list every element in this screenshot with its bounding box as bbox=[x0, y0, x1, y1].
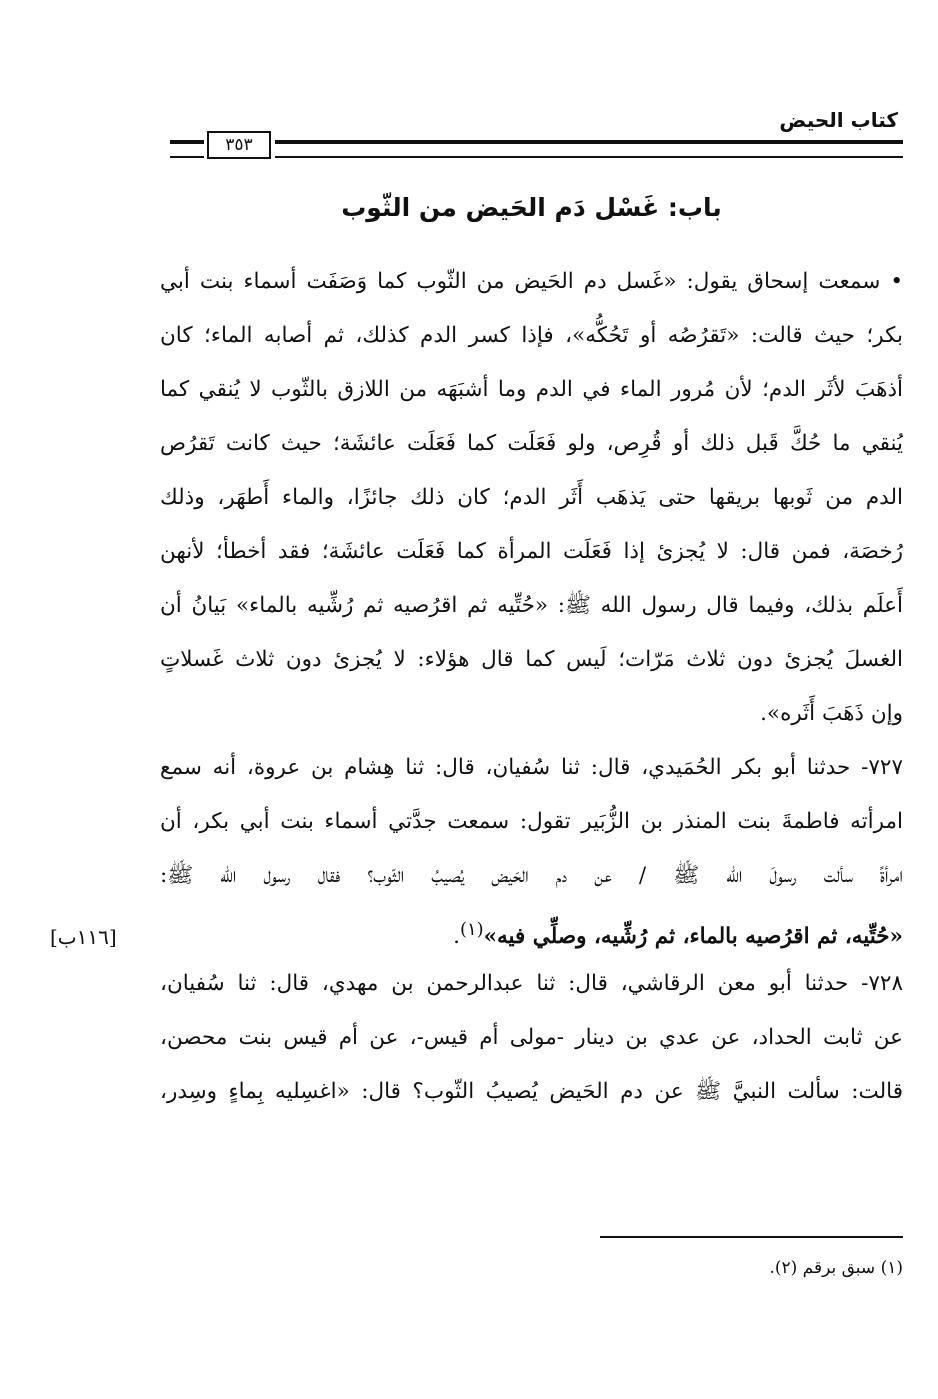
hadith-line: قالت: سألت النبيَّ ﷺ عن دم الحَيض يُصيبُ الثّوب؟ قال: «اغسِليه بِماءٍ وسِدر، bbox=[160, 1079, 903, 1104]
page-number: ٣٥٣ bbox=[207, 131, 271, 159]
hadith-727 bbox=[160, 741, 903, 957]
footnote-rule bbox=[600, 1236, 903, 1238]
intro-line: بكر؛ حيث قالت: «تَقرُصُه أو تَحُكُّه»، فإذا كسر الدم كذلك، ثم أصابه الماء؛ كان bbox=[160, 323, 903, 348]
intro-line: وإن ذَهَبَ أَثَره». bbox=[760, 701, 903, 726]
manuscript-folio-note: [١١٦ب] bbox=[50, 925, 117, 949]
intro-line: رُخصَة، فمن قال: لا يُجزئ إذا فَعَلَت المرأة كما فَعَلَت عائشَة؛ فقد أخطأ؛ لأنهن bbox=[160, 539, 903, 564]
intro-line: أَعلَم بذلك، وفيما قال رسول الله ﷺ: «حُتِّيه ثم اقرُصيه ثم رُشِّيه بالماء» بَيانُ أن bbox=[160, 593, 903, 618]
hadith-line: امرأته فاطمةَ بنت المنذر بن الزُّبَير تقول: سمعت جدَّتي أسماء بنت أبي بكر، أن bbox=[160, 809, 903, 834]
running-title: كتاب الحيض bbox=[779, 108, 898, 132]
hadith-quote: «حُتِّيه، ثم اقرُصيه بالماء، ثم رُشِّيه، وصلِّي فيه» bbox=[483, 924, 903, 950]
intro-line: الغسلَ يُجزئ دون ثلاث مَرّات؛ لَيس كما قال هؤلاء: لا يُجزئ دون ثلاث غَسلاتٍ bbox=[160, 647, 903, 672]
chapter-heading: باب: غَسْل دَم الحَيض من الثّوب bbox=[341, 193, 722, 222]
intro-line: أذهَبَ لأثَر الدم؛ لأن مُرور الماء في الدم وما أشبَهَه من اللازق بالثّوب لا يُنقي كما bbox=[160, 377, 903, 402]
header-rule-left bbox=[170, 140, 204, 158]
hadith-line-last: «حُتِّيه، ثم اقرُصيه بالماء، ثم رُشِّيه، وصلِّي فيه»$^{(١)}$. bbox=[453, 919, 903, 950]
footnote: (١) سبق برقم (٢). bbox=[769, 1258, 903, 1278]
hadith-728 bbox=[160, 957, 903, 1119]
hadith-line: عن ثابت الحداد، عن عدي بن دينار -مولى أم قيس-، عن أم قيس بنت محصن، bbox=[160, 1025, 903, 1050]
intro-paragraph bbox=[160, 255, 903, 741]
footnote-marker[interactable]: (١) bbox=[459, 919, 484, 940]
hadith-line: امرأةً سألت رسولَ الله ﷺ / عن دم الحَيض يُصيبُ الثّوب؟ فقال رسول الله ﷺ: bbox=[160, 863, 903, 888]
intro-line: الدم من ثَوبها بريقها حتى يَذهَب أَثَر الدم؛ كان ذلك جائزًا، والماء أَطهَر، وذلك bbox=[160, 485, 903, 510]
hadith-line: ٧٢٧- حدثنا أبو بكر الحُمَيدي، قال: ثنا سُفيان، قال: ثنا هِشام بن عروة، أنه سمع bbox=[160, 755, 903, 780]
body-text bbox=[160, 255, 903, 1119]
intro-line: يُنقي ما حُكَّ قَبل ذلك أو قُرِص، ولو فَعَلَت كما فَعَلَت عائشَة؛ حيث كانت تَقرُص bbox=[160, 431, 903, 456]
hadith-line: ٧٢٨- حدثنا أبو معن الرقاشي، قال: ثنا عبدالرحمن بن مهدي، قال: ثنا سُفيان، bbox=[160, 971, 903, 996]
intro-line: • سمعت إسحاق يقول: «غَسل دم الحَيض من الثّوب كما وَصَفَت أسماء بنت أبي bbox=[160, 269, 903, 294]
header-rule-right bbox=[275, 140, 903, 158]
